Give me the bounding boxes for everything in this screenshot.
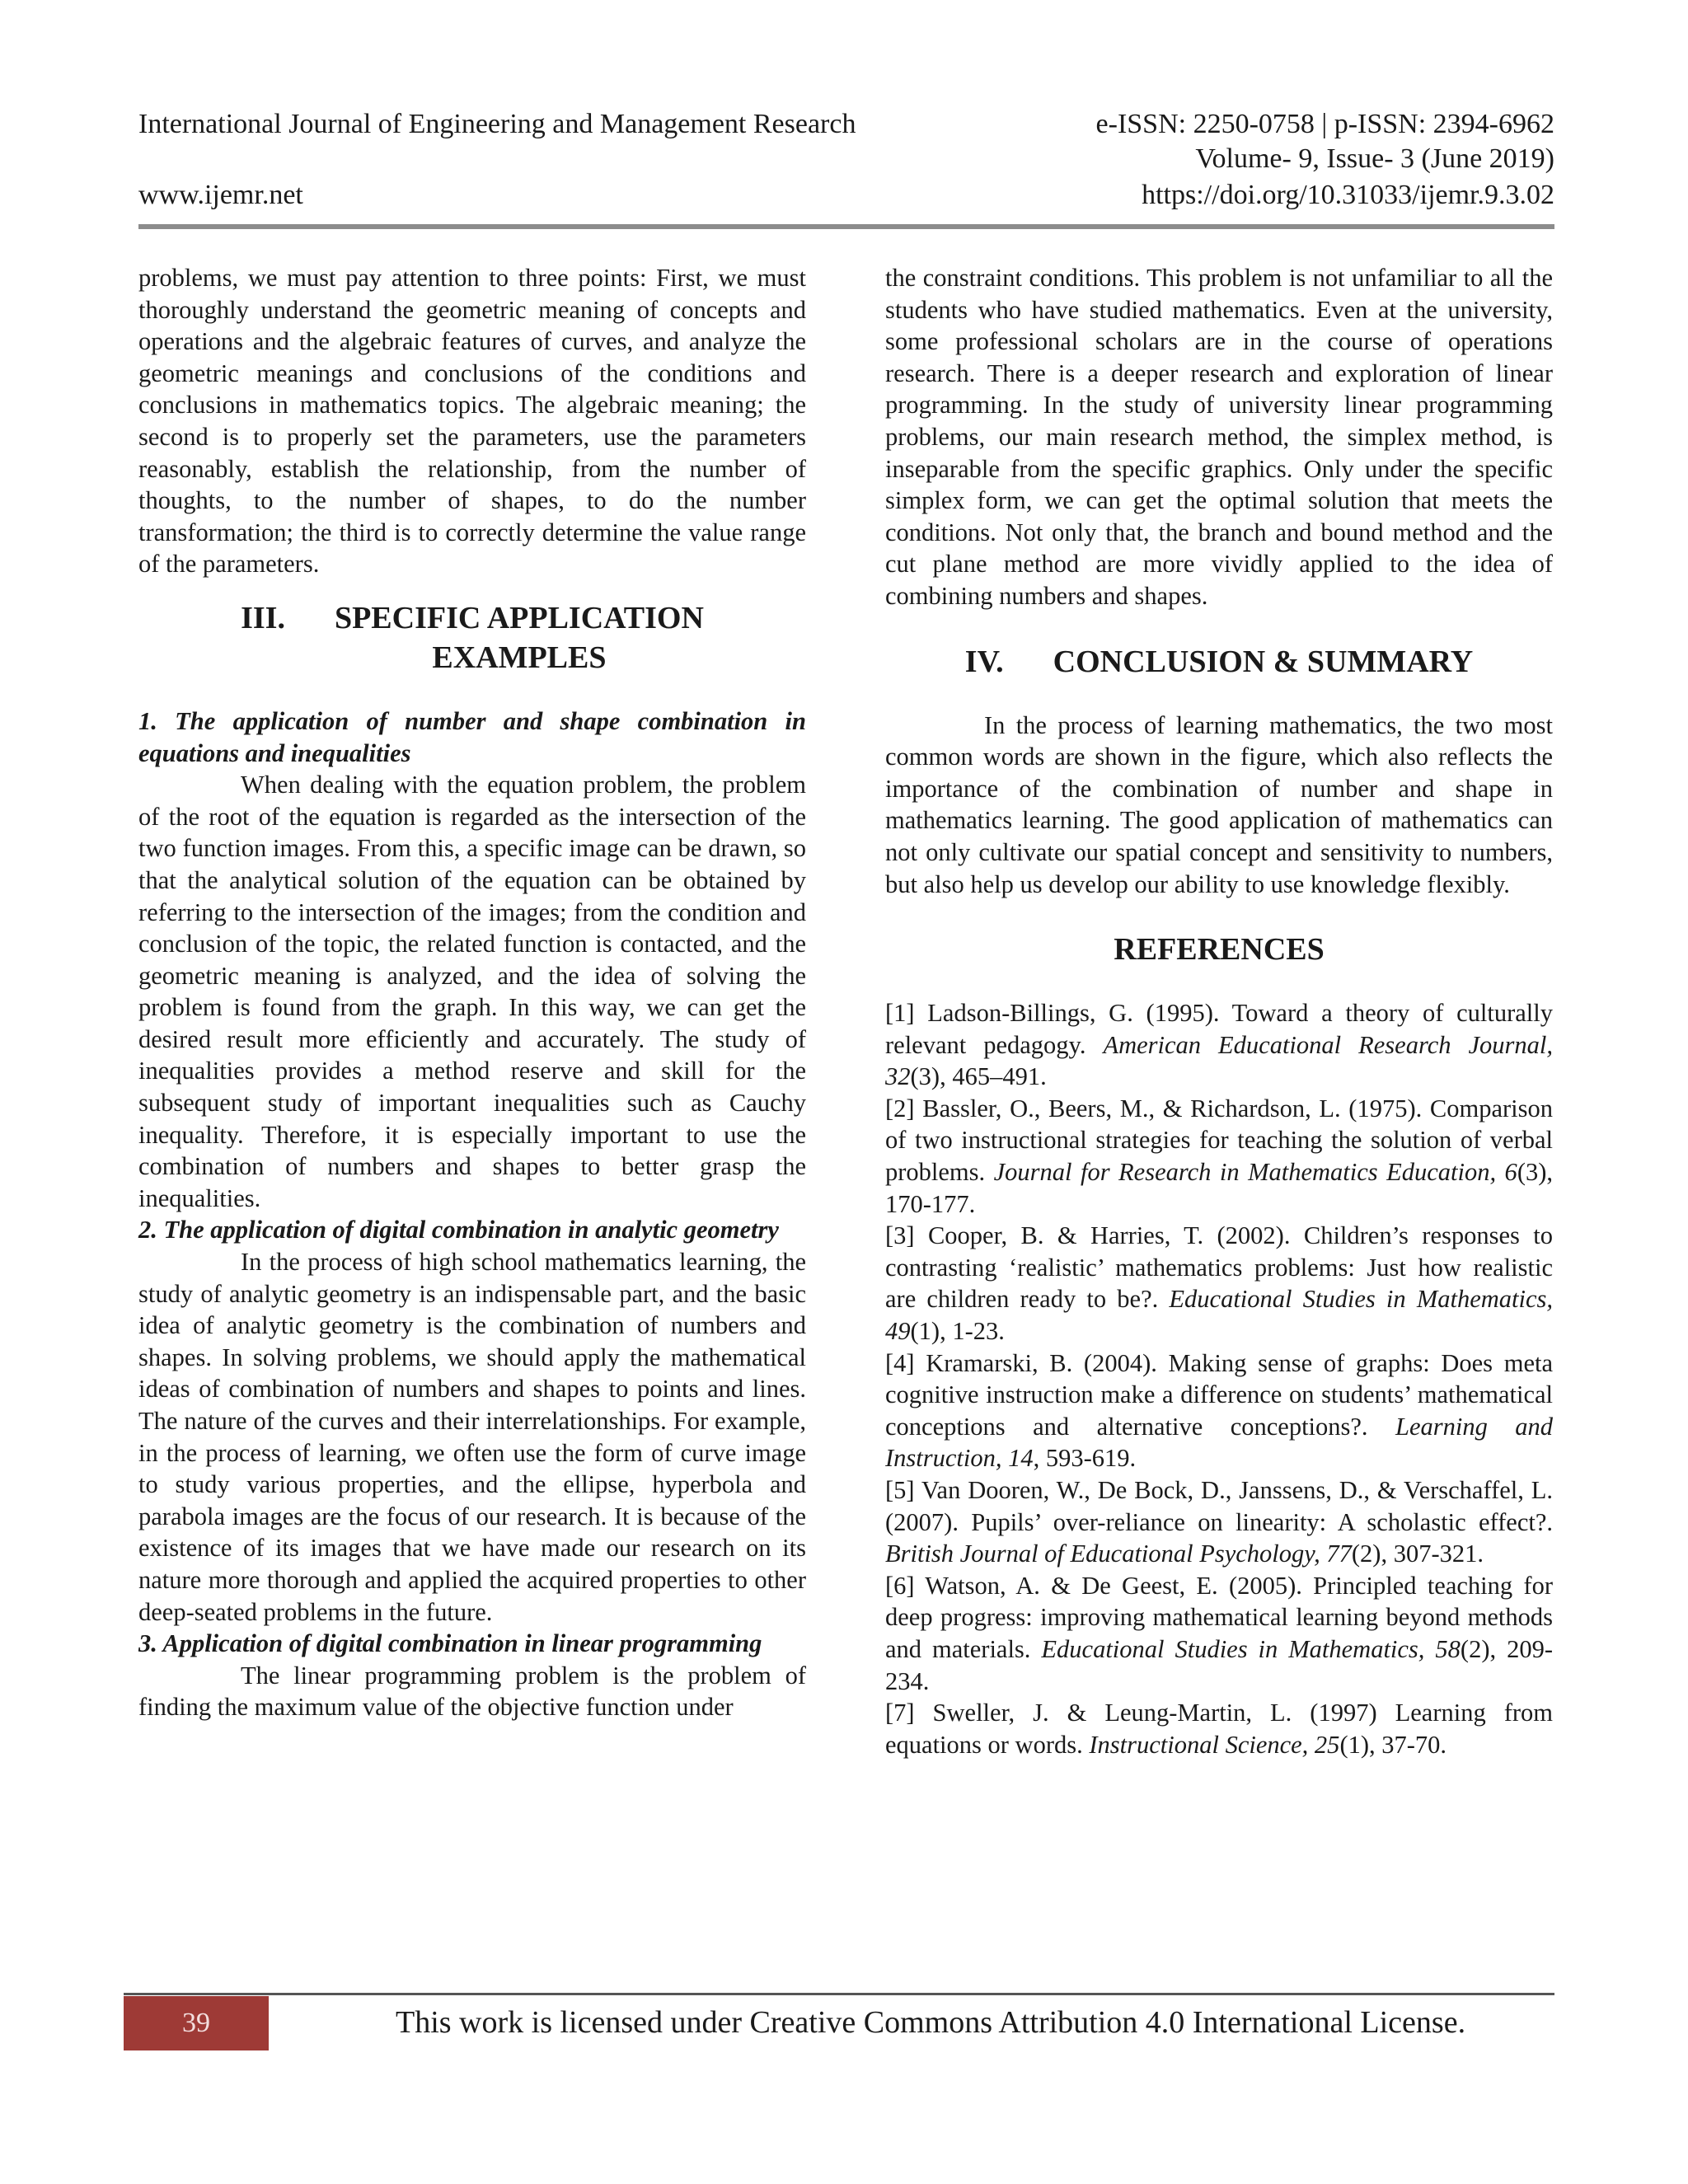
- license-notice: This work is licensed under Creative Commons Attribution 4.0 International License.: [396, 2005, 1466, 2040]
- reference-item: [6] Watson, A. & De Geest, E. (2005). Principled teaching for deep progress: improving mathematical learning beyond methods and materials. Educational Studies in Mathematics, 58(2), 209-234.: [885, 1571, 1553, 1695]
- issn-line: e-ISSN: 2250-0758 | p-ISSN: 2394-6962: [1095, 109, 1554, 139]
- right-column: [885, 262, 1553, 1760]
- reference-item: [1] Ladson-Billings, G. (1995). Toward a theory of culturally relevant pedagogy. American Educational Research Journal, 32(3), 465–491.: [885, 999, 1553, 1091]
- section-heading-4: [885, 642, 1553, 682]
- subsection-heading-1: 1. The application of number and shape combination in equations and inequalities: [138, 706, 806, 767]
- section-title: SPECIFIC APPLICATION: [334, 600, 704, 635]
- conclusion-paragraph: In the process of learning mathematics, the two most common words are shown in the figure, which also reflects the importance of the combination of number and shape in mathematics learning. The good application of mathematics can not only cultivate our spatial concept and sensitivity to numbers, but also help us develop our ability to use knowledge flexibly.: [885, 710, 1553, 898]
- header-rule: [138, 224, 1554, 229]
- subsection-paragraph-3: The linear programming problem is the problem of finding the maximum value of the objective function under: [138, 1661, 806, 1722]
- page-number: 39: [124, 1996, 269, 2050]
- intro-paragraph: problems, we must pay attention to three points: First, we must thoroughly understand the geometric meaning of concepts and operations and the algebraic features of curves, and analyze the geometric meanings and conclusions of the conditions and conclusions in mathematics topics. The algebraic meaning; the second is to properly set the parameters, use the parameters reasonably, establish the relationship, from the number of thoughts, to the number of shapes, to do the number transformation; the third is to correctly determine the value range of the parameters.: [138, 264, 806, 579]
- subsection-paragraph-1: When dealing with the equation problem, the problem of the root of the equation is regarded as the intersection of the two function images. From this, a specific image can be drawn, so that the analytical solution of the equation can be obtained by referring to the intersection of the images; from the condition and conclusion of the topic, the related function is contacted, and the geometric meaning is analyzed, and the idea of solving the problem is found from the graph. In this way, we can get the desired result more efficiently and accurately. The study of inequalities provides a method reserve and skill for the subsequent study of important inequalities such as Cauchy inequality. Therefore, it is especially important to use the combination of numbers and shapes to better grasp the inequalities.: [138, 771, 806, 1212]
- reference-item: [7] Sweller, J. & Leung-Martin, L. (1997) Learning from equations or words. Instructional Science, 25(1), 37-70.: [885, 1699, 1553, 1759]
- continued-paragraph: the constraint conditions. This problem is not unfamiliar to all the students who have studied mathematics. Even at the university, some professional scholars are in the course of operations research. There is a deeper research and exploration of linear programming. In the study of university linear programming problems, our main research method, the simplex method, is inseparable from the specific graphics. Only under the specific simplex form, we can get the optimal solution that meets the conditions. Not only that, the branch and bound method and the cut plane method are more vividly applied to the idea of combining numbers and shapes.: [885, 264, 1553, 610]
- reference-item: [2] Bassler, O., Beers, M., & Richardson, L. (1975). Comparison of two instructional strategies for teaching the solution of verbal problems. Journal for Research in Mathematics Education, 6(3), 170-177.: [885, 1094, 1554, 1218]
- references-list: [885, 997, 1553, 1760]
- reference-item: [3] Cooper, B. & Harries, T. (2002). Children’s responses to contrasting ‘realistic’ mathematics problems: Just how realistic are children ready to be?. Educational Studies in Mathematics, 49(1), 1-23.: [885, 1221, 1553, 1346]
- doi-link[interactable]: https://doi.org/10.31033/ijemr.9.3.02: [1142, 180, 1554, 210]
- section-title-line2: EXAMPLES: [432, 640, 607, 675]
- journal-website[interactable]: www.ijemr.net: [138, 180, 303, 210]
- section-title: CONCLUSION & SUMMARY: [1053, 644, 1474, 679]
- references-heading: REFERENCES: [1114, 932, 1325, 968]
- section-number: IV.: [964, 644, 1004, 679]
- reference-item: [5] Van Dooren, W., De Bock, D., Janssens, D., & Verschaffel, L. (2007). Pupils’ over-reliance on linearity: A scholastic effect?. British Journal of Educational Psychology, 77(2), 307-321.: [885, 1476, 1553, 1568]
- section-heading-3: [138, 598, 806, 677]
- subsection-heading-3: 3. Application of digital combination in linear programming: [138, 1629, 762, 1658]
- subsection-paragraph-2: In the process of high school mathematics learning, the study of analytic geometry is an indispensable part, and the basic idea of analytic geometry is the combination of numbers and shapes. In solving problems, we should apply the mathematical ideas of combination of numbers and shapes to points and lines. The nature of the curves and their interrelationships. For example, in the process of learning, we often use the form of curve image to study various properties, and the ellipse, hyperbola and parabola images are the focus of our research. It is because of the existence of its images that we have made our research on its nature more thorough and applied the acquired properties to other deep-seated problems in the future.: [138, 1248, 806, 1626]
- footer-rule: [124, 1993, 1554, 1995]
- left-column: [138, 262, 806, 1723]
- subsection-heading-2: 2. The application of digital combination in analytic geometry: [138, 1216, 779, 1244]
- section-number: III.: [241, 600, 285, 635]
- reference-item: [4] Kramarski, B. (2004). Making sense of graphs: Does meta cognitive instruction make a difference on students’ mathematical conceptions and alternative conceptions?. Learning and Instruction, 14, 593-619.: [885, 1348, 1554, 1473]
- volume-issue: Volume- 9, Issue- 3 (June 2019): [1195, 143, 1554, 174]
- journal-title: International Journal of Engineering and Management Research: [138, 109, 856, 139]
